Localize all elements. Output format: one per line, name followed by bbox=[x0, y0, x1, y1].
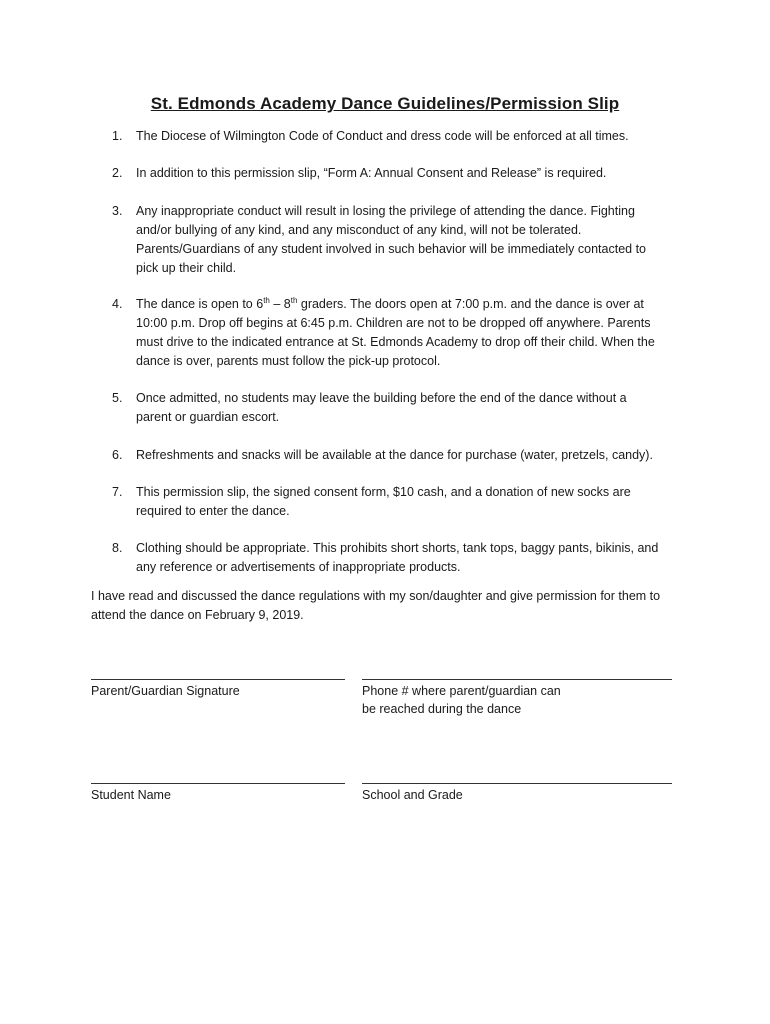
label-line: Phone # where parent/guardian can bbox=[362, 684, 561, 698]
item-line: pick up their child. bbox=[136, 261, 237, 275]
ordinal-suffix: th bbox=[290, 296, 298, 305]
item-text bbox=[136, 295, 676, 371]
item-line bbox=[136, 295, 676, 314]
phone-label bbox=[362, 682, 561, 718]
item-number: 6. bbox=[112, 448, 123, 462]
item-text bbox=[136, 202, 676, 278]
student-name-line[interactable] bbox=[91, 783, 345, 784]
item-line: In addition to this permission slip, “Form A: Annual Consent and Release” is required. bbox=[136, 166, 607, 180]
item-number: 4. bbox=[112, 297, 123, 311]
item-line: and/or bullying of any kind, and any misconduct of any kind, will not be tolerated. bbox=[136, 223, 582, 237]
item-line: dance is over, parents must follow the pick-up protocol. bbox=[136, 354, 441, 368]
label-line: Student Name bbox=[91, 788, 171, 802]
item-number: 1. bbox=[112, 129, 123, 143]
statement-line: attend the dance on February 9, 2019. bbox=[91, 608, 304, 622]
item-line: Refreshments and snacks will be available at the dance for purchase (water, pretzels, candy). bbox=[136, 448, 653, 462]
item-line: Any inappropriate conduct will result in losing the privilege of attending the dance. Fighting bbox=[136, 204, 635, 218]
item-line: Parents/Guardians of any student involved in such behavior will be immediately contacted to bbox=[136, 242, 647, 256]
item-text bbox=[136, 483, 676, 521]
item-number: 7. bbox=[112, 485, 123, 499]
label-line: Parent/Guardian Signature bbox=[91, 684, 240, 698]
item-line: This permission slip, the signed consent form, $10 cash, and a donation of new socks are bbox=[136, 485, 631, 499]
item-text bbox=[136, 539, 676, 577]
item-line: 10:00 p.m. Drop off begins at 6:45 p.m. Children are not to be dropped off anywhere. Parents bbox=[136, 316, 651, 330]
school-grade-line[interactable] bbox=[362, 783, 672, 784]
item-text bbox=[136, 446, 676, 465]
ordinal-suffix: th bbox=[263, 296, 270, 305]
item-line-text: – 8 bbox=[269, 297, 291, 311]
item-line-text: graders. The doors open at 7:00 p.m. and the dance is over at bbox=[297, 297, 644, 311]
label-line: be reached during the dance bbox=[362, 702, 522, 716]
item-line: The Diocese of Wilmington Code of Conduct and dress code will be enforced at all times. bbox=[136, 129, 629, 143]
parent-signature-label bbox=[91, 682, 240, 700]
label-line: School and Grade bbox=[362, 788, 463, 802]
item-text bbox=[136, 127, 676, 146]
parent-signature-line[interactable] bbox=[91, 679, 345, 680]
item-text bbox=[136, 164, 676, 183]
consent-statement bbox=[91, 587, 691, 625]
item-number: 3. bbox=[112, 204, 123, 218]
item-text bbox=[136, 389, 676, 427]
school-grade-label bbox=[362, 786, 463, 804]
document-title: St. Edmonds Academy Dance Guidelines/Permission Slip bbox=[150, 94, 620, 113]
item-number: 5. bbox=[112, 391, 123, 405]
item-line: parent or guardian escort. bbox=[136, 410, 280, 424]
item-line: Once admitted, no students may leave the building before the end of the dance without a bbox=[136, 391, 627, 405]
statement-line: I have read and discussed the dance regulations with my son/daughter and give permission for them to bbox=[91, 589, 661, 603]
item-number: 2. bbox=[112, 166, 123, 180]
item-line: Clothing should be appropriate. This prohibits short shorts, tank tops, baggy pants, bikinis, and bbox=[136, 541, 659, 555]
item-line-text: The dance is open to 6 bbox=[136, 297, 264, 311]
phone-line[interactable] bbox=[362, 679, 672, 680]
student-name-label bbox=[91, 786, 171, 804]
item-line: required to enter the dance. bbox=[136, 504, 290, 518]
item-line: any reference or advertisements of inappropriate products. bbox=[136, 560, 461, 574]
item-number: 8. bbox=[112, 541, 123, 555]
item-line: must drive to the indicated entrance at St. Edmonds Academy to drop off their child. When the bbox=[136, 335, 655, 349]
